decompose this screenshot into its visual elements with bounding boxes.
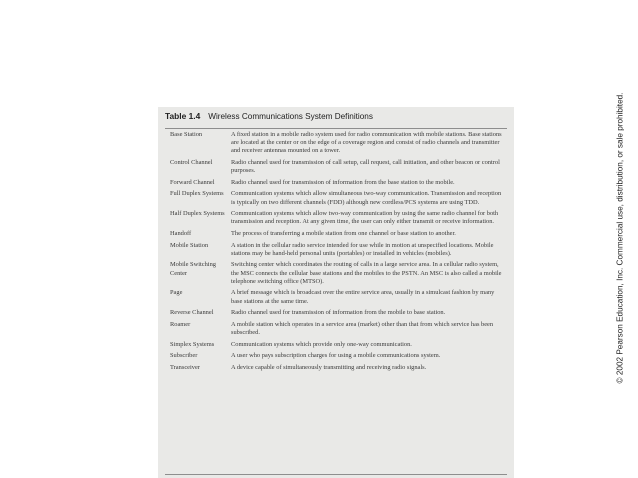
table-row — [165, 230, 507, 238]
term-cell: Full Duplex Systems — [170, 190, 224, 198]
term-cell: Half Duplex Systems — [170, 210, 225, 218]
definition-cell: Communication systems which provide only one-way communication. — [231, 340, 412, 348]
definition-cell: A fixed station in a mobile radio system used for radio communication with mobile stations. Base stations are located at the center or on the edge of a coverage region and consist of radio channels and transmitter and receiver antennas mounted on a tower. — [231, 131, 502, 155]
table-row — [165, 131, 507, 156]
table-row — [165, 289, 507, 305]
term-cell: Base Station — [170, 131, 203, 138]
table-row — [165, 210, 507, 226]
table-row — [165, 261, 507, 286]
table-row — [165, 179, 507, 187]
term-cell: Roamer — [170, 320, 191, 328]
table-top-rule — [165, 128, 507, 129]
table-row — [165, 341, 507, 349]
definition-cell: A user who pays subscription charges for using a mobile communications system. — [231, 352, 441, 360]
term-cell: Page — [170, 289, 183, 297]
table-bottom-rule — [165, 474, 507, 475]
definition-cell: A mobile station which operates in a service area (market) other than that from which service has been subscribed. — [231, 320, 494, 336]
definition-cell: Communication systems which allow two-way communication by using the same radio channel for both transmission and reception. At any given time, the user can only either transmit or receive information. — [231, 210, 499, 226]
definition-cell: A device capable of simultaneously transmitting and receiving radio signals. — [231, 363, 427, 371]
table-caption — [165, 111, 373, 121]
table-row — [165, 364, 507, 372]
definition-cell: Radio channel used for transmission of information from the base station to the mobile. — [231, 178, 455, 186]
term-cell: Transceiver — [170, 363, 200, 371]
term-cell: Forward Channel — [170, 178, 215, 186]
term-cell: Subscriber — [170, 352, 198, 360]
table-row — [165, 190, 507, 206]
term-cell: Control Channel — [170, 159, 213, 166]
term-cell: Mobile Switching Center — [170, 261, 216, 277]
table-row — [165, 309, 507, 317]
term-cell: Mobile Station — [170, 241, 209, 249]
term-cell: Reverse Channel — [170, 309, 214, 317]
definition-cell: Radio channel used for transmission of call setup, call request, call initiation, and other beacon or control purposes. — [231, 159, 500, 175]
table-row — [165, 352, 507, 360]
definition-cell: Radio channel used for transmission of information from the mobile to base station. — [231, 309, 446, 317]
table-title: Wireless Communications System Definitions — [208, 112, 373, 121]
term-cell: Handoff — [170, 229, 192, 237]
definition-cell: A brief message which is broadcast over the entire service area, usually in a simulcast fashion by many base stations at the same time. — [231, 289, 495, 305]
copyright-notice: © 2002 Pearson Education, Inc. Commercial use, distribution, or sale prohibited. — [615, 92, 625, 384]
definition-cell: Switching center which coordinates the routing of calls in a large service area. In a cellular radio system, the MSC connects the cellular base stations and the mobiles to the PSTN. An MSC is also called a mobile telephone switching office (MTSO). — [231, 261, 502, 285]
definition-cell: The process of transferring a mobile station from one channel or base station to another. — [231, 229, 456, 237]
table-number: Table 1.4 — [165, 111, 201, 121]
table-row — [165, 159, 507, 175]
scanned-table-page — [158, 107, 514, 478]
table-row — [165, 321, 507, 337]
definitions-table — [165, 131, 507, 375]
definition-cell: Communication systems which allow simultaneous two-way communication. Transmission and reception is typically on two different channels (FDD) although new cordless/PCS systems are using TDD. — [231, 190, 502, 206]
definition-cell: A station in the cellular radio service intended for use while in motion at unspecified locations. Mobile stations may be hand-held personal units (portables) or installed in vehicles (mobiles). — [231, 241, 494, 257]
term-cell: Simplex Systems — [170, 340, 215, 348]
table-row — [165, 242, 507, 258]
